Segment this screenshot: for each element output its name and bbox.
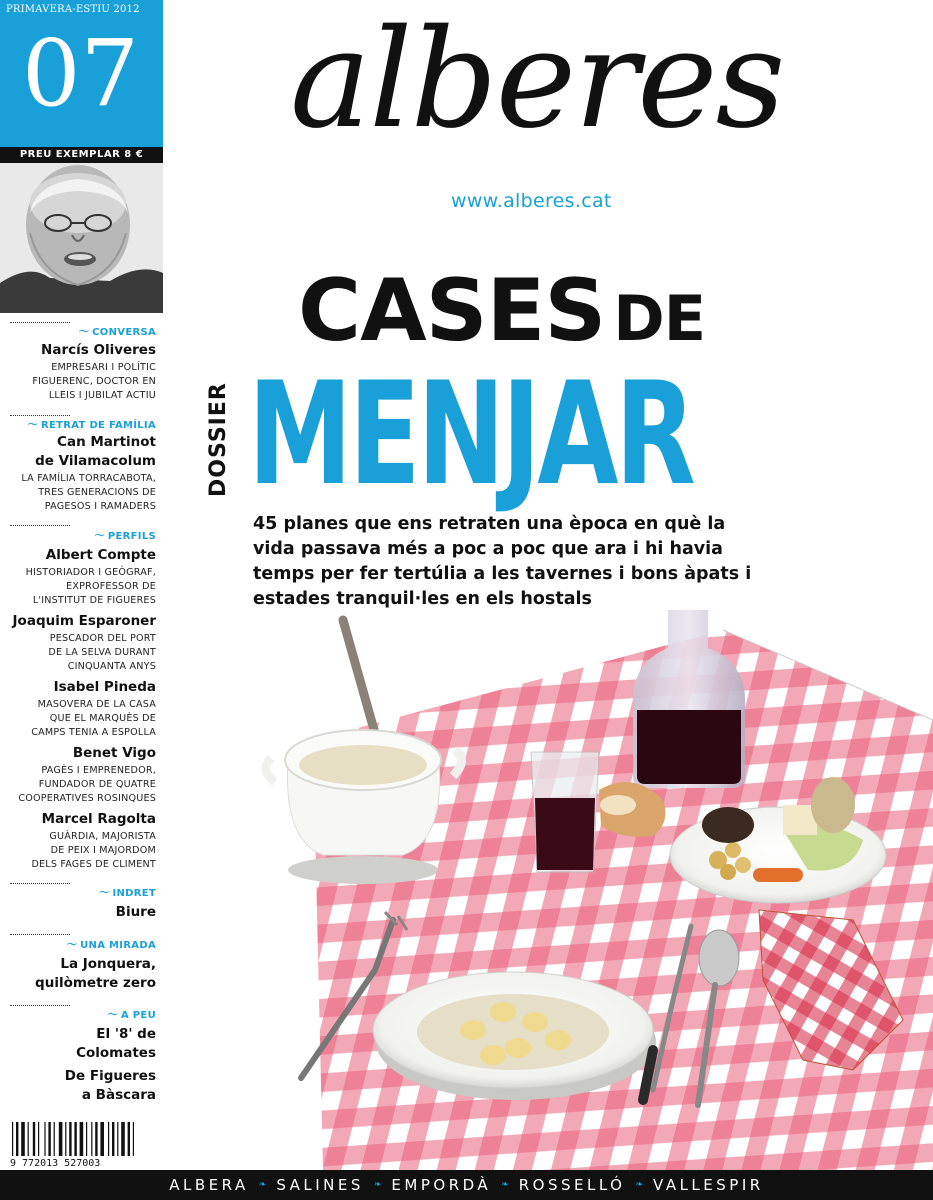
entry-desc: PESCADOR DEL PORT [49, 633, 156, 644]
regions-bar [0, 1170, 933, 1200]
entry-desc: FIGUERENC, DOCTOR EN [32, 376, 156, 387]
headline-menjar: MENJAR [248, 352, 693, 517]
entry-desc: DE LA SELVA DURANT [48, 647, 156, 658]
entry-desc: EMPRESARI I POLÍTIC [51, 362, 156, 373]
entry-name: La Jonquera, [60, 956, 156, 972]
entry-name: quilòmetre zero [35, 975, 156, 991]
wave-icon: 〜 [107, 1010, 118, 1021]
portrait-photo [0, 163, 163, 313]
price-label: PREU EXEMPLAR 8 € [0, 147, 163, 163]
dossier-label: DOSSIER [206, 382, 231, 497]
entry-name: Biure [115, 904, 156, 920]
barcode-digits: 9 772013 527003 [10, 1158, 101, 1168]
entry-name: Isabel Pineda [53, 679, 156, 695]
section-label-mirada: 〜 UNA MIRADA [66, 940, 156, 951]
entry-desc: GUÀRDIA, MAJORISTA [49, 831, 156, 842]
leaf-icon: ❧ [501, 1180, 509, 1190]
entry-name: Narcís Oliveres [41, 342, 156, 358]
region-emporda: EMPORDÀ [391, 1176, 492, 1194]
wave-icon: 〜 [94, 531, 105, 542]
entry-desc: FUNDADOR DE QUATRE [38, 779, 156, 790]
issue-box [0, 0, 163, 163]
region-vallespir: VALLESPIR [653, 1176, 764, 1194]
entry-desc: CAMPS TENIA A ESPOLLA [31, 727, 156, 738]
leaf-icon: ❧ [635, 1180, 644, 1190]
entry-name: Can Martinot [57, 434, 156, 450]
entry-name: a Bàscara [81, 1087, 156, 1103]
entry-desc: MASOVERA DE LA CASA [37, 699, 156, 710]
entry-name: de Vilamacolum [35, 453, 156, 469]
toc-separator [10, 525, 70, 526]
entry-desc: HISTORIADOR I GEÒGRAF, [25, 567, 156, 578]
section-label-perfils: 〜 PERFILS [94, 531, 156, 542]
region-albera: ALBERA [169, 1176, 249, 1194]
leaf-icon: ❧ [373, 1180, 382, 1190]
entry-desc: CINQUANTA ANYS [67, 661, 156, 672]
entry-desc: PAGESOS I RAMADERS [44, 501, 156, 512]
entry-name: De Figueres [64, 1068, 156, 1084]
barcode [10, 1122, 150, 1168]
entry-desc: EXPROFESSOR DE [66, 581, 156, 592]
section-label-conversa: 〜 CONVERSA [78, 327, 156, 338]
entry-desc: DE PEIX I MAJORDOM [50, 845, 156, 856]
wave-icon: 〜 [66, 940, 78, 951]
region-salines: SALINES [276, 1176, 364, 1194]
entry-desc: DELS FAGES DE CLIMENT [31, 859, 156, 870]
section-label-apeu: 〜 A PEU [107, 1010, 156, 1021]
issue-season: PRIMAVERA-ESTIU 2012 [6, 4, 140, 15]
entry-name: Joaquim Esparoner [12, 613, 156, 629]
subheadline: 45 planes que ens retraten una època en què la vida passava més a poc a poc que ara i hi havia temps per fer tertúlia a les tavernes i bons àpats i estades tranquil·les en els hostals [253, 514, 752, 609]
wave-icon: 〜 [99, 888, 110, 899]
entry-desc: QUE EL MARQUÈS DE [49, 713, 156, 724]
entry-desc: LLEIS I JUBILAT ACTIU [48, 390, 156, 401]
toc-separator [10, 934, 70, 935]
toc-separator [10, 883, 70, 884]
toc-separator [10, 1005, 70, 1006]
wave-icon: 〜 [27, 420, 39, 431]
region-rossello: ROSSELLÓ [518, 1176, 626, 1194]
table-photo [163, 600, 933, 1170]
entry-desc: L'INSTITUT DE FIGUERES [32, 595, 156, 606]
entry-name: Marcel Ragolta [41, 811, 156, 827]
entry-desc: PAGÈS I EMPRENEDOR, [41, 765, 156, 776]
section-label-indret: 〜 INDRET [99, 888, 156, 899]
regions-list [0, 1170, 933, 1200]
issue-number: 07 [22, 20, 140, 127]
entry-desc: LA FAMÍLIA TORRACABOTA, [21, 473, 156, 484]
leaf-icon: ❧ [258, 1180, 267, 1190]
entry-desc: TRES GENERACIONS DE [38, 487, 156, 498]
entry-desc: COOPERATIVES ROSINQUES [18, 793, 156, 804]
section-label-retrat: 〜 RETRAT DE FAMÍLIA [27, 420, 156, 431]
entry-name: Colomates [76, 1045, 156, 1061]
entry-name: Albert Compte [45, 547, 156, 563]
wave-icon: 〜 [78, 327, 90, 338]
entry-name: El '8' de [96, 1026, 156, 1042]
website-url[interactable]: www.alberes.cat [451, 190, 612, 212]
headline-cases: CASES [298, 261, 606, 361]
headline-line1 [298, 261, 706, 361]
entry-name: Benet Vigo [72, 745, 156, 761]
masthead-title: alberes [290, 1, 784, 159]
headline-de: DE [613, 282, 706, 355]
toc-separator [10, 322, 70, 323]
barcode-graphic [10, 1122, 150, 1168]
